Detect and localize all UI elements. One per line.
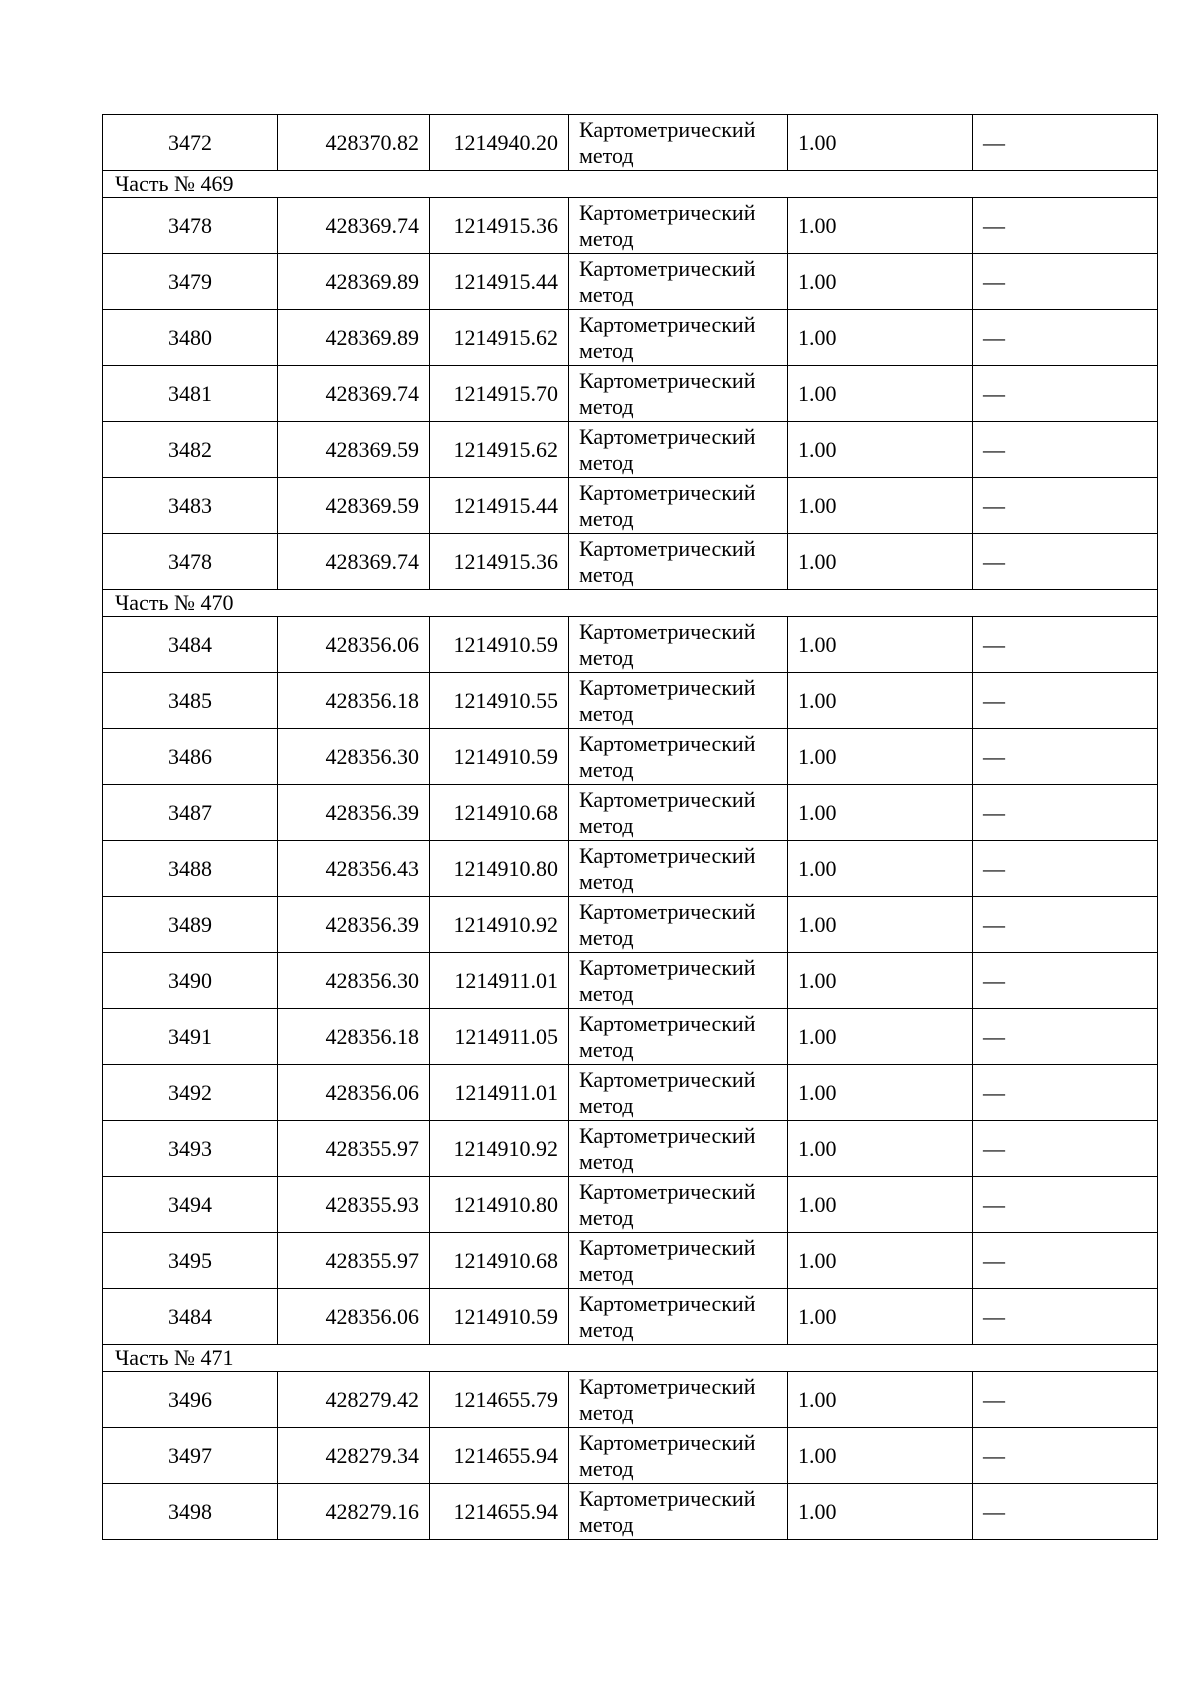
x-coordinate: 428370.82 [278, 115, 430, 171]
description-dash: — [973, 534, 1158, 590]
precision-value: 1.00 [788, 1065, 973, 1121]
y-coordinate: 1214910.92 [430, 1121, 569, 1177]
method-line-1: Картометрический [579, 1373, 756, 1399]
point-number: 3478 [103, 198, 278, 254]
point-number: 3494 [103, 1177, 278, 1233]
precision-value: 1.00 [788, 115, 973, 171]
method-cell [569, 1372, 788, 1428]
method-line-2: метод [579, 1511, 634, 1537]
x-coordinate: 428369.89 [278, 310, 430, 366]
method-cell [569, 897, 788, 953]
x-coordinate: 428355.97 [278, 1233, 430, 1289]
y-coordinate: 1214655.94 [430, 1428, 569, 1484]
method-line-2: метод [579, 924, 634, 950]
precision-value: 1.00 [788, 897, 973, 953]
coordinates-table [102, 114, 1158, 1540]
section-heading-row [103, 590, 1158, 617]
point-number: 3489 [103, 897, 278, 953]
method-cell [569, 1009, 788, 1065]
x-coordinate: 428356.18 [278, 1009, 430, 1065]
point-number: 3485 [103, 673, 278, 729]
description-dash: — [973, 1484, 1158, 1540]
method-line-2: метод [579, 980, 634, 1006]
point-number: 3497 [103, 1428, 278, 1484]
method-line-1: Картометрический [579, 730, 756, 756]
y-coordinate: 1214940.20 [430, 115, 569, 171]
description-dash: — [973, 310, 1158, 366]
method-line-1: Картометрический [579, 618, 756, 644]
description-dash: — [973, 115, 1158, 171]
table-row [103, 1009, 1158, 1065]
table-row [103, 1484, 1158, 1540]
point-number: 3496 [103, 1372, 278, 1428]
precision-value: 1.00 [788, 673, 973, 729]
table-row [103, 1289, 1158, 1345]
precision-value: 1.00 [788, 729, 973, 785]
table-row [103, 1065, 1158, 1121]
method-cell [569, 953, 788, 1009]
method-line-2: метод [579, 1399, 634, 1425]
point-number: 3491 [103, 1009, 278, 1065]
method-line-2: метод [579, 281, 634, 307]
table-row [103, 1372, 1158, 1428]
method-line-1: Картометрический [579, 1429, 756, 1455]
method-cell [569, 1484, 788, 1540]
description-dash: — [973, 1009, 1158, 1065]
x-coordinate: 428369.74 [278, 366, 430, 422]
description-dash: — [973, 254, 1158, 310]
section-heading-row [103, 171, 1158, 198]
x-coordinate: 428356.30 [278, 953, 430, 1009]
description-dash: — [973, 366, 1158, 422]
method-cell [569, 534, 788, 590]
method-line-1: Картометрический [579, 311, 756, 337]
x-coordinate: 428279.34 [278, 1428, 430, 1484]
y-coordinate: 1214911.01 [430, 1065, 569, 1121]
point-number: 3478 [103, 534, 278, 590]
method-cell [569, 422, 788, 478]
method-line-2: метод [579, 393, 634, 419]
description-dash: — [973, 617, 1158, 673]
x-coordinate: 428279.42 [278, 1372, 430, 1428]
precision-value: 1.00 [788, 1289, 973, 1345]
method-cell [569, 729, 788, 785]
precision-value: 1.00 [788, 366, 973, 422]
table-row [103, 785, 1158, 841]
method-cell [569, 1121, 788, 1177]
y-coordinate: 1214911.05 [430, 1009, 569, 1065]
method-cell [569, 254, 788, 310]
y-coordinate: 1214655.94 [430, 1484, 569, 1540]
method-line-1: Картометрический [579, 423, 756, 449]
method-cell [569, 1177, 788, 1233]
table-row [103, 115, 1158, 171]
y-coordinate: 1214915.62 [430, 310, 569, 366]
method-cell [569, 1289, 788, 1345]
y-coordinate: 1214915.70 [430, 366, 569, 422]
method-line-2: метод [579, 700, 634, 726]
method-line-2: метод [579, 812, 634, 838]
y-coordinate: 1214910.80 [430, 1177, 569, 1233]
table-row [103, 478, 1158, 534]
table-row [103, 198, 1158, 254]
point-number: 3472 [103, 115, 278, 171]
y-coordinate: 1214915.36 [430, 198, 569, 254]
y-coordinate: 1214655.79 [430, 1372, 569, 1428]
description-dash: — [973, 673, 1158, 729]
y-coordinate: 1214910.59 [430, 1289, 569, 1345]
precision-value: 1.00 [788, 1233, 973, 1289]
method-line-2: метод [579, 1092, 634, 1118]
description-dash: — [973, 897, 1158, 953]
table-row [103, 534, 1158, 590]
y-coordinate: 1214910.68 [430, 785, 569, 841]
description-dash: — [973, 1428, 1158, 1484]
method-line-1: Картометрический [579, 954, 756, 980]
y-coordinate: 1214915.44 [430, 478, 569, 534]
y-coordinate: 1214910.68 [430, 1233, 569, 1289]
description-dash: — [973, 422, 1158, 478]
x-coordinate: 428356.43 [278, 841, 430, 897]
precision-value: 1.00 [788, 1428, 973, 1484]
table-row [103, 310, 1158, 366]
method-line-2: метод [579, 1036, 634, 1062]
point-number: 3484 [103, 1289, 278, 1345]
point-number: 3490 [103, 953, 278, 1009]
description-dash: — [973, 198, 1158, 254]
x-coordinate: 428369.59 [278, 422, 430, 478]
precision-value: 1.00 [788, 1009, 973, 1065]
method-line-2: метод [579, 1204, 634, 1230]
method-cell [569, 310, 788, 366]
point-number: 3486 [103, 729, 278, 785]
table-row [103, 617, 1158, 673]
method-line-1: Картометрический [579, 367, 756, 393]
method-line-2: метод [579, 561, 634, 587]
table-row [103, 953, 1158, 1009]
precision-value: 1.00 [788, 841, 973, 897]
point-number: 3484 [103, 617, 278, 673]
method-line-1: Картометрический [579, 1066, 756, 1092]
precision-value: 1.00 [788, 310, 973, 366]
point-number: 3493 [103, 1121, 278, 1177]
method-line-2: метод [579, 142, 634, 168]
description-dash: — [973, 1372, 1158, 1428]
point-number: 3481 [103, 366, 278, 422]
x-coordinate: 428356.30 [278, 729, 430, 785]
section-heading: Часть № 471 [103, 1345, 1158, 1372]
precision-value: 1.00 [788, 1177, 973, 1233]
table-row [103, 1177, 1158, 1233]
method-line-1: Картометрический [579, 1010, 756, 1036]
precision-value: 1.00 [788, 617, 973, 673]
method-cell [569, 841, 788, 897]
method-line-2: метод [579, 337, 634, 363]
method-line-1: Картометрический [579, 674, 756, 700]
x-coordinate: 428356.18 [278, 673, 430, 729]
x-coordinate: 428369.74 [278, 534, 430, 590]
precision-value: 1.00 [788, 785, 973, 841]
method-line-1: Картометрический [579, 786, 756, 812]
method-line-1: Картометрический [579, 1234, 756, 1260]
method-line-2: метод [579, 1455, 634, 1481]
precision-value: 1.00 [788, 422, 973, 478]
method-line-1: Картометрический [579, 116, 756, 142]
section-heading: Часть № 469 [103, 171, 1158, 198]
y-coordinate: 1214910.59 [430, 729, 569, 785]
table-row [103, 673, 1158, 729]
table-row [103, 422, 1158, 478]
table-row [103, 897, 1158, 953]
description-dash: — [973, 1233, 1158, 1289]
table-row [103, 366, 1158, 422]
description-dash: — [973, 785, 1158, 841]
method-line-1: Картометрический [579, 1485, 756, 1511]
y-coordinate: 1214911.01 [430, 953, 569, 1009]
description-dash: — [973, 953, 1158, 1009]
method-line-1: Картометрический [579, 898, 756, 924]
x-coordinate: 428356.39 [278, 897, 430, 953]
y-coordinate: 1214915.44 [430, 254, 569, 310]
method-line-2: метод [579, 225, 634, 251]
table-row [103, 729, 1158, 785]
x-coordinate: 428355.97 [278, 1121, 430, 1177]
method-cell [569, 617, 788, 673]
table-row [103, 254, 1158, 310]
method-line-2: метод [579, 1316, 634, 1342]
precision-value: 1.00 [788, 534, 973, 590]
method-line-1: Картометрический [579, 255, 756, 281]
description-dash: — [973, 1065, 1158, 1121]
precision-value: 1.00 [788, 1484, 973, 1540]
method-line-1: Картометрический [579, 479, 756, 505]
x-coordinate: 428356.06 [278, 1289, 430, 1345]
method-cell [569, 198, 788, 254]
x-coordinate: 428356.06 [278, 617, 430, 673]
y-coordinate: 1214915.62 [430, 422, 569, 478]
method-line-2: метод [579, 505, 634, 531]
method-cell [569, 1428, 788, 1484]
method-line-2: метод [579, 868, 634, 894]
method-line-1: Картометрический [579, 1178, 756, 1204]
x-coordinate: 428356.39 [278, 785, 430, 841]
point-number: 3487 [103, 785, 278, 841]
x-coordinate: 428279.16 [278, 1484, 430, 1540]
method-cell [569, 785, 788, 841]
point-number: 3479 [103, 254, 278, 310]
method-line-2: метод [579, 756, 634, 782]
method-line-1: Картометрический [579, 535, 756, 561]
description-dash: — [973, 1289, 1158, 1345]
point-number: 3488 [103, 841, 278, 897]
precision-value: 1.00 [788, 198, 973, 254]
x-coordinate: 428369.89 [278, 254, 430, 310]
method-line-2: метод [579, 449, 634, 475]
precision-value: 1.00 [788, 1372, 973, 1428]
method-line-1: Картометрический [579, 1290, 756, 1316]
point-number: 3482 [103, 422, 278, 478]
x-coordinate: 428355.93 [278, 1177, 430, 1233]
y-coordinate: 1214910.59 [430, 617, 569, 673]
section-heading: Часть № 470 [103, 590, 1158, 617]
x-coordinate: 428356.06 [278, 1065, 430, 1121]
y-coordinate: 1214910.80 [430, 841, 569, 897]
table-row [103, 841, 1158, 897]
method-line-1: Картометрический [579, 199, 756, 225]
section-heading-row [103, 1345, 1158, 1372]
description-dash: — [973, 729, 1158, 785]
method-cell [569, 478, 788, 534]
method-line-1: Картометрический [579, 1122, 756, 1148]
point-number: 3483 [103, 478, 278, 534]
precision-value: 1.00 [788, 478, 973, 534]
method-line-1: Картометрический [579, 842, 756, 868]
method-cell [569, 673, 788, 729]
y-coordinate: 1214910.55 [430, 673, 569, 729]
point-number: 3495 [103, 1233, 278, 1289]
precision-value: 1.00 [788, 1121, 973, 1177]
x-coordinate: 428369.59 [278, 478, 430, 534]
method-line-2: метод [579, 1260, 634, 1286]
method-cell [569, 366, 788, 422]
method-line-2: метод [579, 1148, 634, 1174]
description-dash: — [973, 1177, 1158, 1233]
y-coordinate: 1214910.92 [430, 897, 569, 953]
table-row [103, 1233, 1158, 1289]
point-number: 3498 [103, 1484, 278, 1540]
method-line-2: метод [579, 644, 634, 670]
point-number: 3480 [103, 310, 278, 366]
precision-value: 1.00 [788, 953, 973, 1009]
x-coordinate: 428369.74 [278, 198, 430, 254]
precision-value: 1.00 [788, 254, 973, 310]
description-dash: — [973, 841, 1158, 897]
method-cell [569, 1065, 788, 1121]
point-number: 3492 [103, 1065, 278, 1121]
table-row [103, 1121, 1158, 1177]
table-body [103, 115, 1158, 1540]
description-dash: — [973, 478, 1158, 534]
method-cell [569, 115, 788, 171]
table-row [103, 1428, 1158, 1484]
method-cell [569, 1233, 788, 1289]
y-coordinate: 1214915.36 [430, 534, 569, 590]
description-dash: — [973, 1121, 1158, 1177]
